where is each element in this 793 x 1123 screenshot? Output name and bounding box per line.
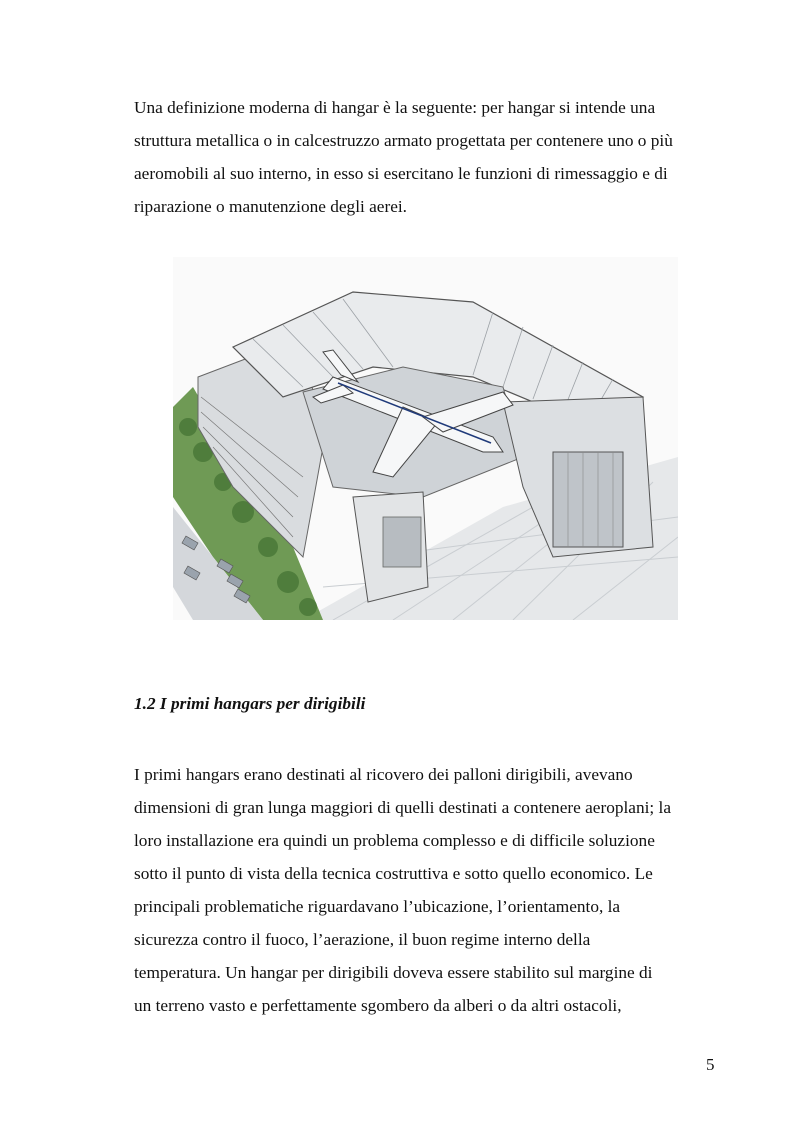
section-heading: 1.2 I primi hangars per dirigibili — [134, 694, 366, 713]
text-line: principali problematiche riguardavano l’ubicazione, l’orientamento, la — [134, 897, 621, 916]
text-line: I primi hangars erano destinati al ricovero dei palloni dirigibili, avevano — [134, 765, 633, 784]
text-line: dimensioni di gran lunga maggiori di quelli destinati a contenere aeroplani; la — [134, 798, 672, 817]
tower-window — [383, 517, 421, 567]
text-line: sicurezza contro il fuoco, l’aerazione, il buon regime interno della — [134, 930, 591, 949]
hangar-drawing — [173, 257, 678, 620]
text-line: un terreno vasto e perfettamente sgombero da alberi o da altri ostacoli, — [134, 996, 622, 1015]
text-line: aeromobili al suo interno, in esso si esercitano le funzioni di rimessaggio e di — [134, 164, 668, 183]
text-line: riparazione o manutenzione degli aerei. — [134, 197, 408, 216]
text-line: sotto il punto di vista della tecnica costruttiva e sotto quello economico. Le — [134, 864, 653, 883]
text-line: loro installazione era quindi un problema complesso e di difficile soluzione — [134, 831, 655, 850]
page-number: 5 — [706, 1055, 715, 1074]
intro-paragraph — [134, 91, 734, 223]
body-paragraph — [134, 758, 734, 1022]
text-line: temperatura. Un hangar per dirigibili doveva essere stabilito sul margine di — [134, 963, 653, 982]
hangar-illustration — [173, 257, 678, 620]
text-line: struttura metallica o in calcestruzzo armato progettata per contenere uno o più — [134, 131, 673, 150]
hangar-door — [553, 452, 623, 547]
text-line: Una definizione moderna di hangar è la seguente: per hangar si intende una — [134, 98, 656, 117]
